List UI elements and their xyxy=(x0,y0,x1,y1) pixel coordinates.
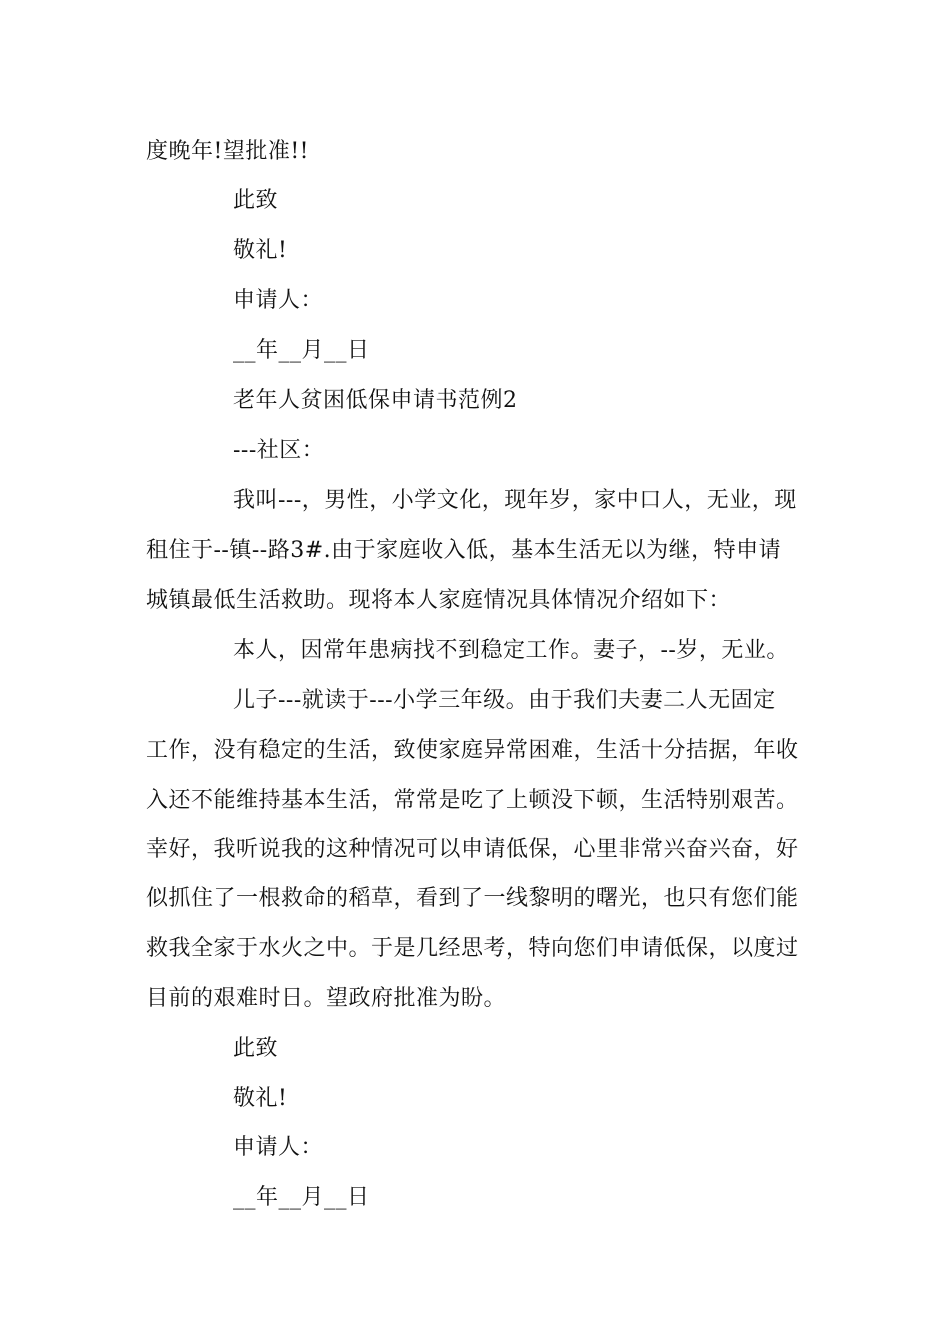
paragraph-line: 儿子---就读于---小学三年级。由于我们夫妻二人无固定 xyxy=(233,688,776,713)
paragraph-line: 目前的艰难时日。望政府批准为盼。 xyxy=(146,986,507,1011)
paragraph-line: 救我全家于水火之中。于是几经思考，特向您们申请低保，以度过 xyxy=(146,936,799,961)
applicant-label: 申请人： xyxy=(233,1135,324,1160)
paragraph-line: 幸好，我听说我的这种情况可以申请低保，心里非常兴奋兴奋，好 xyxy=(146,837,799,862)
applicant-label: 申请人： xyxy=(233,288,324,313)
date-line: __年__月__日 xyxy=(233,1185,370,1210)
paragraph-line: 入还不能维持基本生活，常常是吃了上顿没下顿，生活特别艰苦。 xyxy=(146,788,799,813)
paragraph-line: 工作，没有稳定的生活，致使家庭异常困难，生活十分拮据，年收 xyxy=(146,738,799,763)
closing-salutation: 此致 xyxy=(233,188,279,213)
addressee: ---社区： xyxy=(233,438,325,463)
paragraph-line: 城镇最低生活救助。现将本人家庭情况具体情况介绍如下： xyxy=(146,588,732,613)
date-line: __年__月__日 xyxy=(233,338,370,363)
paragraph-line: 我叫---，男性，小学文化，现年岁，家中口人，无业，现 xyxy=(233,488,797,513)
closing-salutation: 此致 xyxy=(233,1036,279,1061)
closing-regards: 敬礼! xyxy=(233,238,288,263)
paragraph-line: 度晚年!望批准!! xyxy=(146,139,310,164)
closing-regards: 敬礼! xyxy=(233,1086,288,1111)
paragraph-line: 似抓住了一根救命的稻草，看到了一线黎明的曙光，也只有您们能 xyxy=(146,886,799,911)
section-title: 老年人贫困低保申请书范例2 xyxy=(233,388,518,413)
paragraph-line: 本人，因常年患病找不到稳定工作。妻子，--岁，无业。 xyxy=(233,638,789,663)
paragraph-line: 租住于--镇--路3#.由于家庭收入低，基本生活无以为继，特申请 xyxy=(146,538,782,563)
